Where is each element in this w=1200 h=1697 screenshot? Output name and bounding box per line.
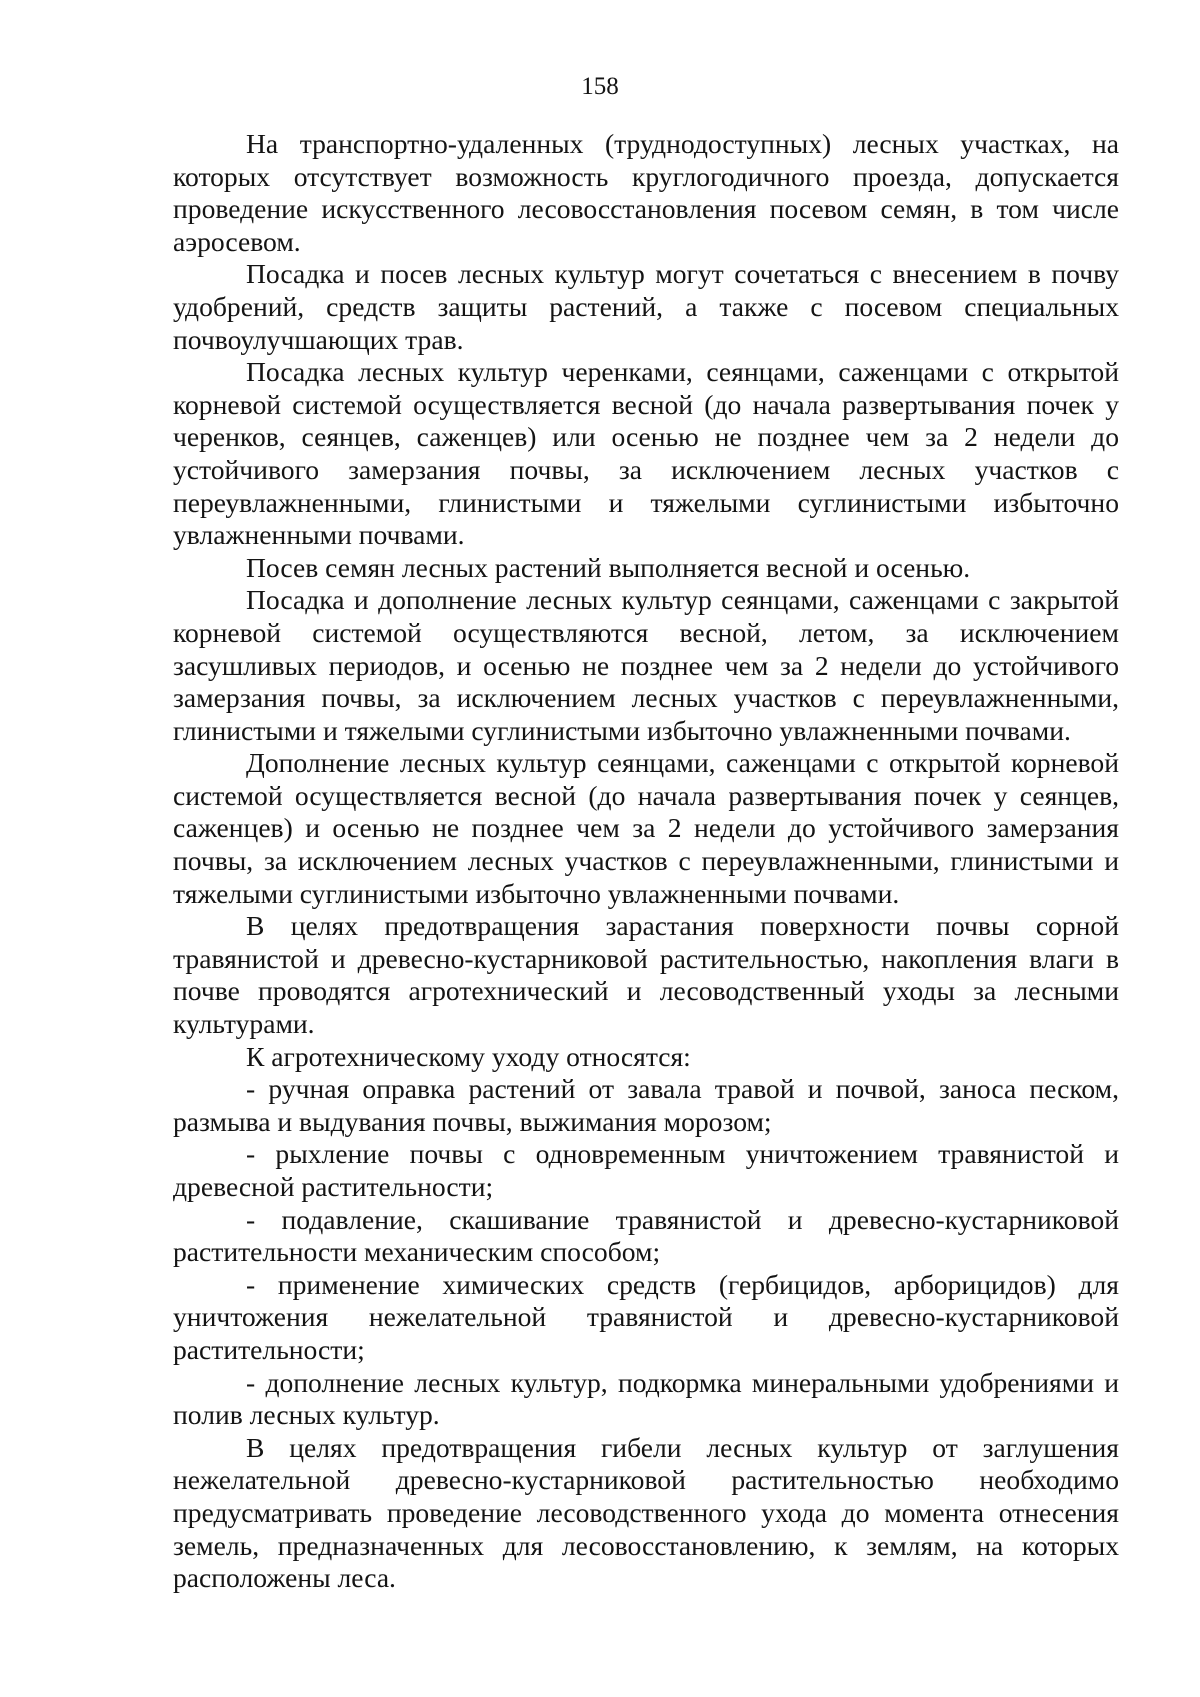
- paragraph-8: В целях предотвращения гибели лесных культур от заглушения нежелательной древесно-кустарниковой растительностью необходимо предусматривать проведение лесоводственного ухода до момента отнесения земель, предназначенных для лесовосстановлению, к землям, на которых расположены леса.: [173, 1431, 1119, 1594]
- list-intro: К агротехническому уходу относятся:: [246, 1040, 691, 1072]
- paragraph-2: Посадка и посев лесных культур могут сочетаться с внесением в почву удобрений, средств защиты растений, а также с посевом специальных почвоулучшающих трав.: [173, 258, 1119, 355]
- paragraph-3: Посадка лесных культур черенками, сеянцами, саженцами с открытой корневой системой осуществляется весной (до начала развертывания почек у черенков, сеянцев, саженцев) или осенью не позднее чем за 2 недели до устойчивого замерзания почвы, за исключением лесных участков с переувлажненными, глинистыми и тяжелыми суглинистыми избыточно увлажненными почвами.: [173, 356, 1119, 551]
- paragraph-1: На транспортно-удаленных (труднодоступных) лесных участках, на которых отсутствует возможность круглогодичного проезда, допускается проведение искусственного лесовосстановления посевом семян, в том числе аэросевом.: [173, 128, 1119, 257]
- paragraph-7: В целях предотвращения зарастания поверхности почвы сорной травянистой и древесно-кустарниковой растительностью, накопления влаги в почве проводятся агротехнический и лесоводственный уходы за лесными культурами.: [173, 910, 1119, 1040]
- paragraph-5: Посадка и дополнение лесных культур сеянцами, саженцами с закрытой корневой системой осуществляются весной, летом, за исключением засушливых периодов, и осенью не позднее чем за 2 недели до устойчивого замерзания почвы, за исключением лесных участков с переувлажненными, глинистыми и тяжелыми суглинистыми избыточно увлажненными почвами.: [173, 584, 1119, 746]
- list-item-1: - ручная оправка растений от завала травой и почвой, заноса песком, размыва и выдувания почвы, выжимания морозом;: [173, 1073, 1119, 1137]
- page-number: 158: [581, 73, 619, 100]
- body-text: [173, 128, 1119, 1595]
- list-item-3: - подавление, скашивание травянистой и древесно-кустарниковой растительности механическим способом;: [173, 1203, 1119, 1268]
- list-item-4: - применение химических средств (гербицидов, арборицидов) для уничтожения нежелательной травянистой и древесно-кустарниковой растительности;: [173, 1268, 1119, 1365]
- list-item-5: - дополнение лесных культур, подкормка минеральными удобрениями и полив лесных культур.: [173, 1366, 1119, 1431]
- paragraph-6: Дополнение лесных культур сеянцами, саженцами с открытой корневой системой осуществляется весной (до начала развертывания почек у сеянцев, саженцев) и осенью не позднее чем за 2 недели до устойчивого замерзания почвы, за исключением лесных участков с переувлажненными, глинистыми и тяжелыми суглинистыми избыточно увлажненными почвами.: [173, 747, 1119, 909]
- paragraph-4: Посев семян лесных растений выполняется весной и осенью.: [246, 551, 971, 583]
- list-item-2: - рыхление почвы с одновременным уничтожением травянистой и древесной растительности;: [173, 1138, 1119, 1202]
